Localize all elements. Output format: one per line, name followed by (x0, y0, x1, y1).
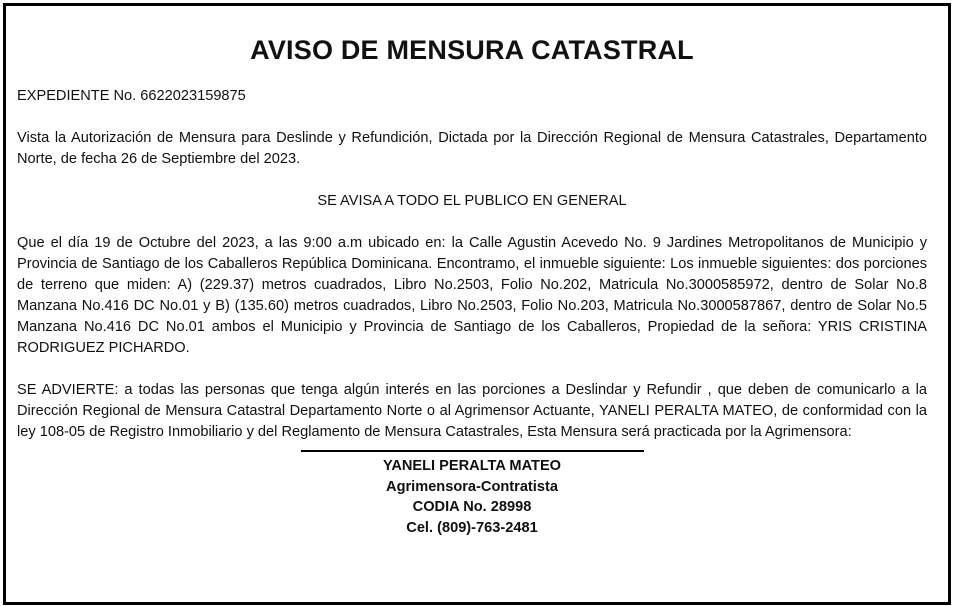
signature-phone: Cel. (809)-763-2481 (406, 519, 538, 536)
notice-document (17, 34, 927, 538)
signature-role: Agrimensora-Contratista (386, 478, 558, 495)
warning-paragraph: SE ADVIERTE: a todas las personas que tenga algún interés en las porciones a Deslindar y Refundir , que deben de comunicarlo a la Dirección Regional de Mensura Catastral Departamento Norte o al Agrimensor Actuante, YANELI PERALTA MATEO, de conformidad con la ley 108-05 de Registro Inmobiliario y del Reglamento de Mensura Catastrales, Esta Mensura será practicada por la Agrimensora: (17, 382, 927, 440)
property-description-paragraph: Que el día 19 de Octubre del 2023, a las 9:00 a.m ubicado en: la Calle Agustin Acevedo No. 9 Jardines Metropolitanos de Municipio y Provincia de Santiago de los Caballeros República Dominicana. Encontramo, el inmueble siguiente: Los inmueble siguientes: dos porciones de terreno que miden: A) (229.37) metros cuadrados, Libro No.2503, Folio No.202, Matricula No.3000585972, dentro de Solar No.8 Manzana No.416 DC No.01 y B) (135.60) metros cuadrados, Libro No.2503, Folio No.203, Matricula No.3000587867, dentro de Solar No.5 Manzana No.416 DC No.01 ambos el Municipio y Provincia de Santiago de los Caballeros, Propiedad de la señora: YRIS CRISTINA RODRIGUEZ PICHARDO. (17, 235, 927, 356)
document-title: AVISO DE MENSURA CATASTRAL (250, 35, 694, 65)
expediente-line: EXPEDIENTE No. 6622023159875 (17, 88, 246, 104)
signature-name: YANELI PERALTA MATEO (382, 458, 562, 474)
public-notice-heading: SE AVISA A TODO EL PUBLICO EN GENERAL (317, 193, 627, 209)
signature-block (17, 456, 927, 538)
signature-codia: CODIA No. 28998 (412, 499, 532, 515)
authorization-paragraph: Vista la Autorización de Mensura para Deslinde y Refundición, Dictada por la Dirección Regional de Mensura Catastrales, Departamento Norte, de fecha 26 de Septiembre del 2023. (17, 130, 927, 167)
signature-line (301, 450, 644, 452)
